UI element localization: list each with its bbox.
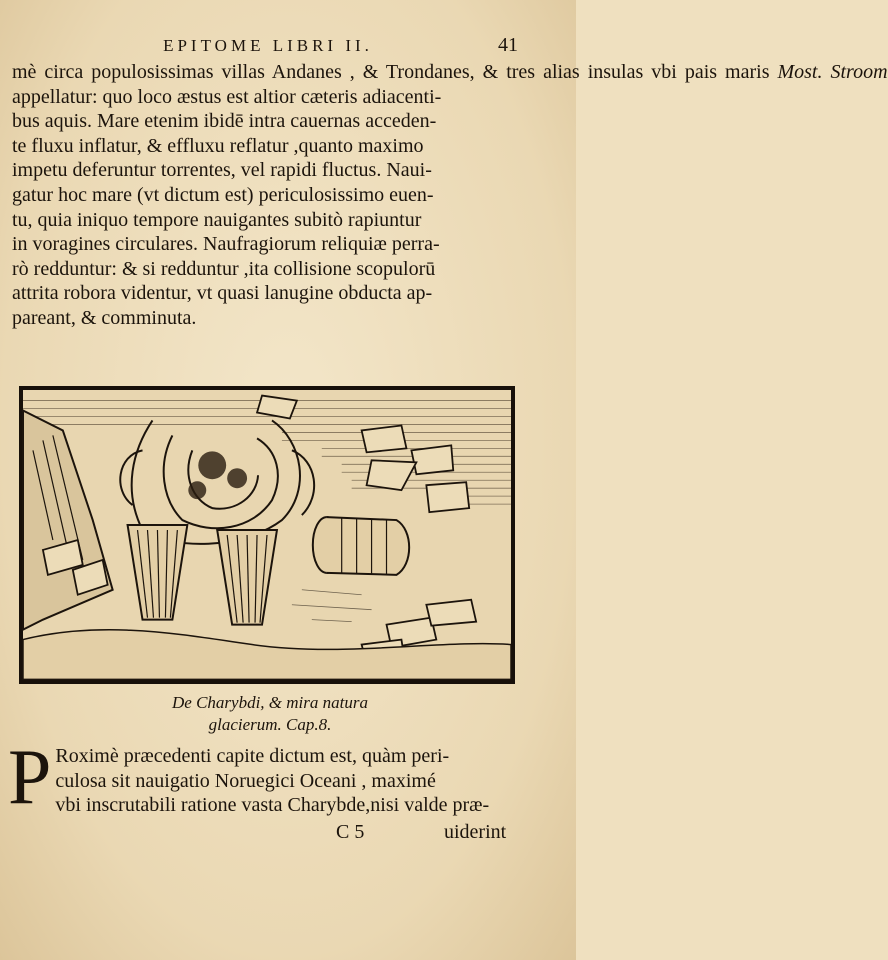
paragraph-2 — [8, 733, 548, 820]
text-line: Roximè præcedenti capite dictum est, quàm peri- — [55, 745, 450, 767]
paragraph-1 — [12, 60, 888, 331]
catchword: uiderint — [444, 821, 507, 843]
text-line: vbi inscrutabili ratione vasta Charybde,nisi valde præ- — [55, 794, 490, 817]
text-line: attrita robora videntur, vt quasi lanugine obducta ap- — [12, 282, 433, 305]
text-line: culosa sit nauigatio Noruegici Oceani , maximé — [55, 769, 436, 792]
text-line: te fluxu inflatur, & effluxu reflatur ,quanto maximo — [12, 134, 424, 157]
running-title: EPITOME LIBRI II. — [163, 36, 373, 55]
text-line: mè circa populosissimas villas Andanes , & Trondanes, & tres alias insulas vbi pais maris Most. Stroom — [12, 61, 888, 83]
text-line: pareant, & comminuta. — [12, 306, 197, 329]
text-line: in voragines circulares. Naufragiorum reliquiæ perra- — [12, 233, 440, 256]
text-line: bus aquis. Mare etenim ibidē intra cauernas acceden- — [12, 110, 437, 133]
caption-line-2: glacierum. Cap.8. — [208, 715, 332, 734]
signature-mark: C 5 — [336, 821, 365, 843]
text-line: gatur hoc mare (vt dictum est) periculosissimo euen- — [12, 183, 434, 206]
drop-capital: P — [8, 733, 52, 820]
caption-line-1: De Charybdi, & mira natura — [172, 693, 368, 712]
charybdis-woodcut-image — [23, 390, 511, 680]
text-line: rò redduntur: & si redduntur ,ita collisione scopulorū — [12, 257, 436, 280]
text-line: appellatur: quo loco æstus est altior cæteris adiacenti- — [12, 85, 442, 108]
text-line: tu, quia iniquo tempore nauigantes subitò rapiuntur — [12, 208, 422, 231]
woodcut-illustration — [19, 386, 515, 684]
text-line: impetu deferuntur torrentes, vel rapidi fluctus. Naui- — [12, 159, 432, 182]
figure-caption — [120, 692, 420, 736]
page-number: 41 — [498, 34, 518, 56]
